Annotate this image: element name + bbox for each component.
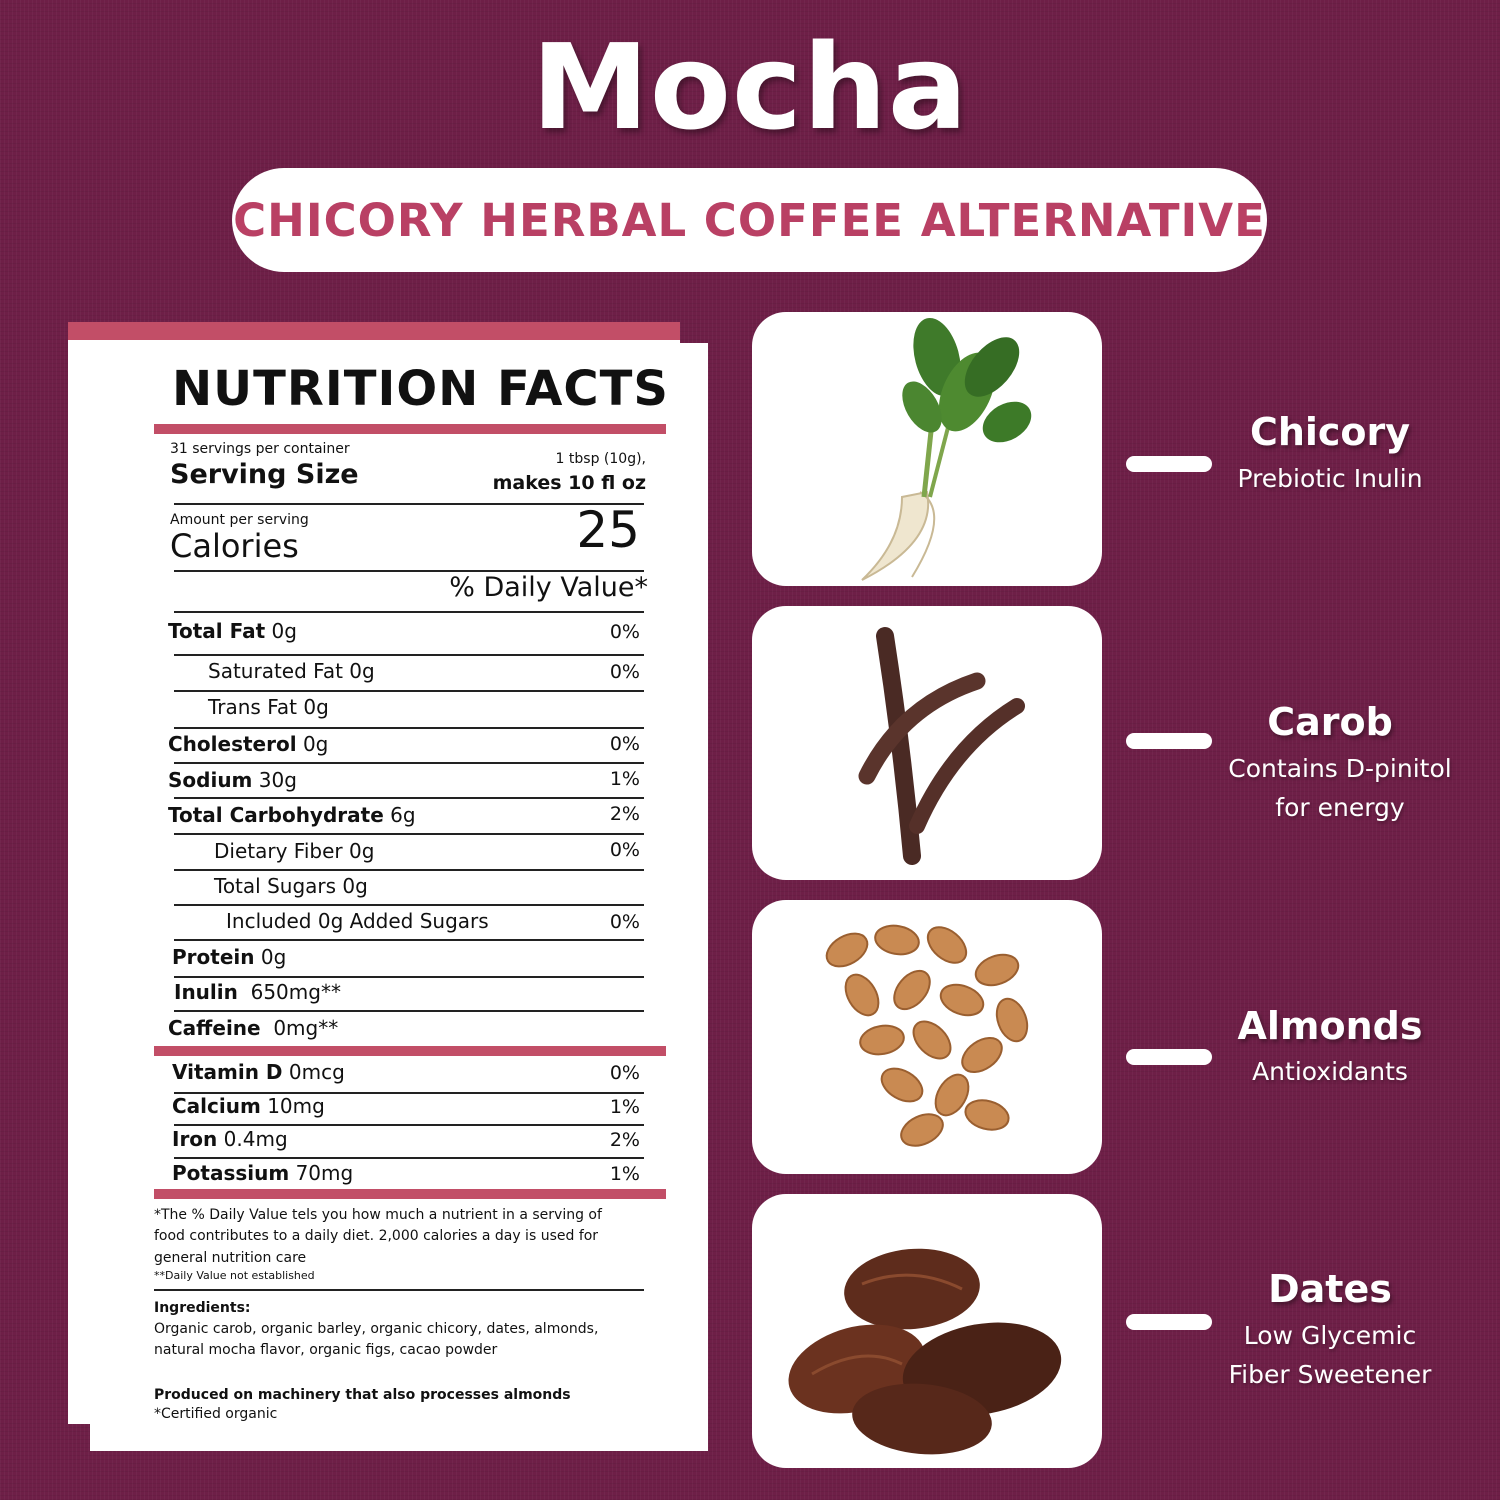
almonds-label: Almonds	[1237, 1004, 1423, 1048]
divider	[174, 611, 644, 613]
almonds-icon	[752, 900, 1102, 1174]
nutrition-card	[90, 343, 708, 1451]
certified-organic: *Certified organic	[154, 1406, 278, 1422]
subtitle-text: CHICORY HERBAL COFFEE ALTERNATIVE	[233, 193, 1266, 247]
dv-vitamin-d: 0%	[609, 1062, 640, 1084]
nutrient-row-added-sugars: Included 0g Added Sugars	[226, 909, 489, 933]
amount-per-serving: Amount per serving	[170, 512, 309, 528]
divider	[174, 1124, 644, 1126]
divider	[154, 1046, 666, 1056]
nutrient-row-sodium: Sodium 30g	[168, 768, 297, 792]
subtitle-badge	[232, 168, 1267, 272]
divider	[174, 1010, 644, 1012]
divider	[154, 1289, 644, 1291]
serving-size-label: Serving Size	[170, 459, 359, 490]
dv-added-sugars: 0%	[609, 911, 640, 933]
divider	[174, 762, 644, 764]
almonds-description: Antioxidants	[1252, 1057, 1408, 1086]
calories-label: Calories	[170, 527, 299, 565]
almonds-image-card	[752, 900, 1102, 1174]
dv-calcium: 1%	[609, 1096, 640, 1118]
divider	[174, 654, 644, 656]
serving-size-amount: 1 tbsp (10g),	[555, 451, 646, 467]
divider	[174, 690, 644, 692]
chicory-image-card	[752, 312, 1102, 586]
nutrient-row-saturated-fat: Saturated Fat 0g	[208, 659, 375, 683]
divider	[174, 976, 644, 978]
servings-per-container: 31 servings per container	[170, 441, 350, 457]
calories-value: 25	[576, 501, 640, 559]
vitamin-row-calcium: Calcium 10mg	[172, 1094, 325, 1118]
nutrient-row-total-sugars: Total Sugars 0g	[214, 874, 368, 898]
footnote-line-2: food contributes to a daily diet. 2,000 calories a day is used for	[154, 1228, 599, 1244]
allergen-notice: Produced on machinery that also processes almonds	[154, 1387, 571, 1403]
ingredients-label: Ingredients:	[154, 1300, 251, 1316]
nutrient-row-trans-fat: Trans Fat 0g	[208, 695, 329, 719]
vitamin-row-vitamin-d: Vitamin D 0mcg	[172, 1060, 345, 1084]
vitamin-row-potassium: Potassium 70mg	[172, 1161, 354, 1185]
ingredients-line-2: natural mocha flavor, organic figs, cacao powder	[154, 1342, 498, 1358]
nutrient-row-dietary-fiber: Dietary Fiber 0g	[214, 839, 375, 863]
dv-potassium: 1%	[609, 1163, 640, 1185]
chicory-label: Chicory	[1249, 410, 1411, 454]
divider	[154, 1189, 666, 1199]
dv-dietary-fiber: 0%	[609, 839, 640, 861]
footnote-line-4: **Daily Value not established	[154, 1269, 315, 1282]
carob-description-2: for energy	[1275, 793, 1405, 822]
ingredients-line-1: Organic carob, organic barley, organic chicory, dates, almonds,	[154, 1321, 599, 1337]
dv-cholesterol: 0%	[609, 733, 640, 755]
carob-description-1: Contains D-pinitol	[1228, 754, 1452, 783]
footnote-line-1: *The % Daily Value tels you how much a nutrient in a serving of	[154, 1207, 602, 1223]
footnote-line-3: general nutrition care	[154, 1250, 307, 1266]
dv-saturated-fat: 0%	[609, 661, 640, 683]
divider	[174, 727, 644, 729]
carob-label: Carob	[1267, 700, 1393, 744]
divider	[154, 424, 666, 434]
divider	[174, 1157, 644, 1159]
nutrition-title: NUTRITION FACTS	[172, 361, 669, 417]
divider	[174, 833, 644, 835]
divider	[174, 939, 644, 941]
nutrient-row-inulin: Inulin 650mg**	[174, 980, 341, 1004]
daily-value-header: % Daily Value*	[449, 572, 648, 603]
divider	[174, 904, 644, 906]
divider	[174, 869, 644, 871]
dv-iron: 2%	[609, 1129, 640, 1151]
divider	[174, 797, 644, 799]
dates-label: Dates	[1268, 1267, 1392, 1311]
dates-icon	[752, 1194, 1102, 1468]
nutrient-row-cholesterol: Cholesterol 0g	[168, 732, 329, 756]
chicory-root-icon	[752, 312, 1102, 586]
dates-image-card	[752, 1194, 1102, 1468]
nutrient-row-protein: Protein 0g	[172, 945, 287, 969]
dv-sodium: 1%	[609, 768, 640, 790]
chicory-description: Prebiotic Inulin	[1237, 464, 1423, 493]
carob-image-card	[752, 606, 1102, 880]
dv-total-fat: 0%	[609, 621, 640, 643]
page-title: Mocha	[531, 18, 969, 156]
serving-size-makes: makes 10 fl oz	[492, 472, 646, 494]
vitamin-row-iron: Iron 0.4mg	[172, 1127, 288, 1151]
carob-pod-icon	[752, 606, 1102, 880]
nutrient-row-caffeine: Caffeine 0mg**	[168, 1016, 339, 1040]
dates-description-2: Fiber Sweetener	[1228, 1360, 1432, 1389]
divider	[174, 503, 644, 505]
nutrient-row-total-fat: Total Fat 0g	[168, 619, 297, 643]
nutrient-row-total-carbohydrate: Total Carbohydrate 6g	[168, 803, 416, 827]
dv-total-carbohydrate: 2%	[609, 803, 640, 825]
dates-description-1: Low Glycemic	[1243, 1321, 1417, 1350]
